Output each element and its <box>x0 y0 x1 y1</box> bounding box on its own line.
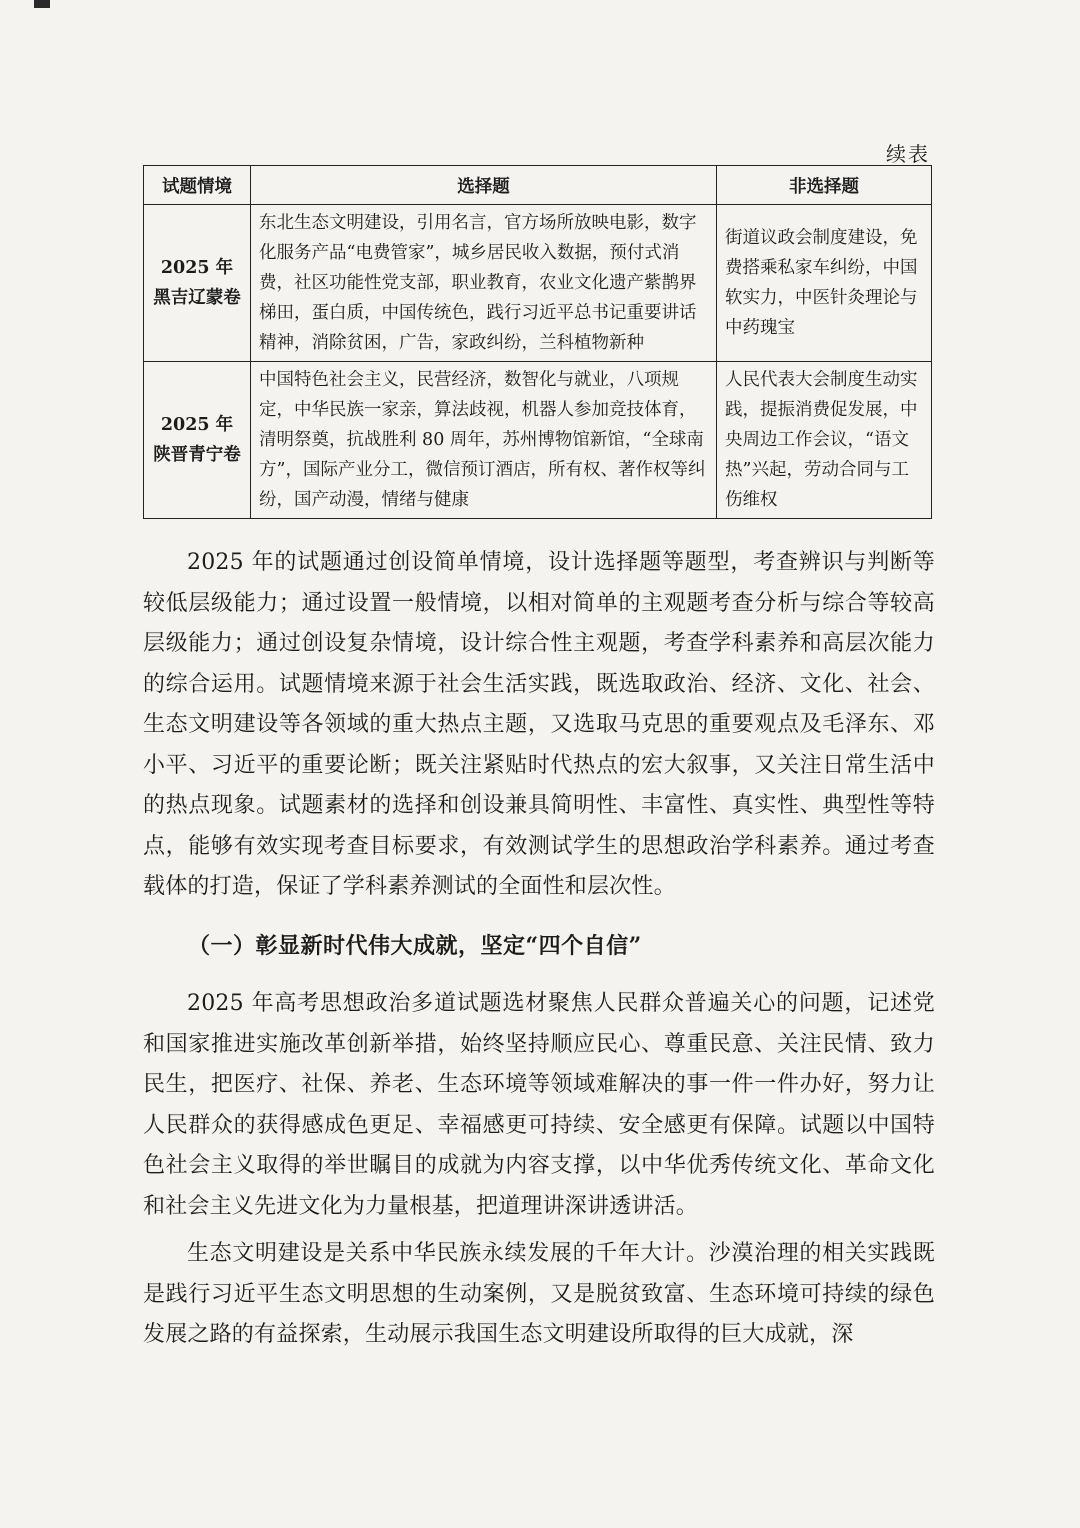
header-context: 试题情境 <box>144 166 251 205</box>
body-block-1 <box>143 543 935 908</box>
exam-context-table <box>143 165 932 519</box>
table-row <box>144 205 932 362</box>
non-choice-topics-cell: 街道议政会制度建设，免费搭乘私家车纠纷，中国软实力，中医针灸理论与中药瑰宝 <box>717 205 932 362</box>
region-year: 2025 年 <box>160 258 234 278</box>
region-name: 陕晋青宁卷 <box>153 445 241 465</box>
region-year: 2025 年 <box>160 415 234 435</box>
paragraph-ecology: 生态文明建设是关系中华民族永续发展的千年大计。沙漠治理的相关实践既是践行习近平生态文明思想的生动案例，又是脱贫致富、生态环境可持续的绿色发展之路的有益探索，生动展示我国生态文明建设所取得的巨大成就，深 <box>143 1241 935 1347</box>
table-header-row <box>144 166 932 205</box>
region-cell <box>144 205 251 362</box>
continued-table-label: 续表 <box>886 142 930 166</box>
non-choice-topics-cell: 人民代表大会制度生动实践，提振消费促发展，中央周边工作会议，“语文热”兴起，劳动合同与工伤维权 <box>717 362 932 519</box>
paragraph-achievements: 2025 年高考思想政治多道试题选材聚焦人民群众普遍关心的问题，记述党和国家推进实施改革创新举措，始终坚持顺应民心、尊重民意、关注民情、致力民生，把医疗、社保、养老、生态环境等领域难解决的事一件一件办好，努力让人民群众的获得感成色更足、幸福感更可持续、安全感更有保障。试题以中国特色社会主义取得的举世瞩目的成就为内容支撑，以中华优秀传统文化、革命文化和社会主义先进文化为力量根基，把道理讲深讲透讲活。 <box>143 991 935 1219</box>
section-heading: （一）彰显新时代伟大成就，坚定“四个自信” <box>188 933 642 959</box>
region-cell <box>144 362 251 519</box>
paragraph-context-design: 2025 年的试题通过创设简单情境，设计选择题等题型，考查辨识与判断等较低层级能力；通过设置一般情境，以相对简单的主观题考查分析与综合等较高层级能力；通过创设复杂情境，设计综合性主观题，考查学科素养和高层次能力的综合运用。试题情境来源于社会生活实践，既选取政治、经济、文化、社会、生态文明建设等各领域的重大热点主题，又选取马克思的重要观点及毛泽东、邓小平、习近平的重要论断；既关注紧贴时代热点的宏大叙事，又关注日常生活中的热点现象。试题素材的选择和创设兼具简明性、丰富性、真实性、典型性等特点，能够有效实现考查目标要求，有效测试学生的思想政治学科素养。通过考查载体的打造，保证了学科素养测试的全面性和层次性。 <box>143 550 935 899</box>
choice-topics-cell: 东北生态文明建设，引用名言，官方场所放映电影，数字化服务产品“电费管家”，城乡居民收入数据，预付式消费，社区功能性党支部，职业教育，农业文化遗产紫鹊界梯田，蛋白质，中国传统色，践行习近平总书记重要讲话精神，消除贫困，广告，家政纠纷，兰科植物新种 <box>251 205 717 362</box>
region-name: 黑吉辽蒙卷 <box>153 288 241 308</box>
header-multiple-choice: 选择题 <box>251 166 717 205</box>
page-corner-mark <box>34 0 50 8</box>
table-row <box>144 362 932 519</box>
header-non-choice: 非选择题 <box>717 166 932 205</box>
body-block-2 <box>143 984 935 1356</box>
choice-topics-cell: 中国特色社会主义，民营经济，数智化与就业，八项规定，中华民族一家亲，算法歧视，机器人参加竞技体育，清明祭奠，抗战胜利 80 周年，苏州博物馆新馆，“全球南方”，国际产业分工，微信预订酒店，所有权、著作权等纠纷，国产动漫，情绪与健康 <box>251 362 717 519</box>
